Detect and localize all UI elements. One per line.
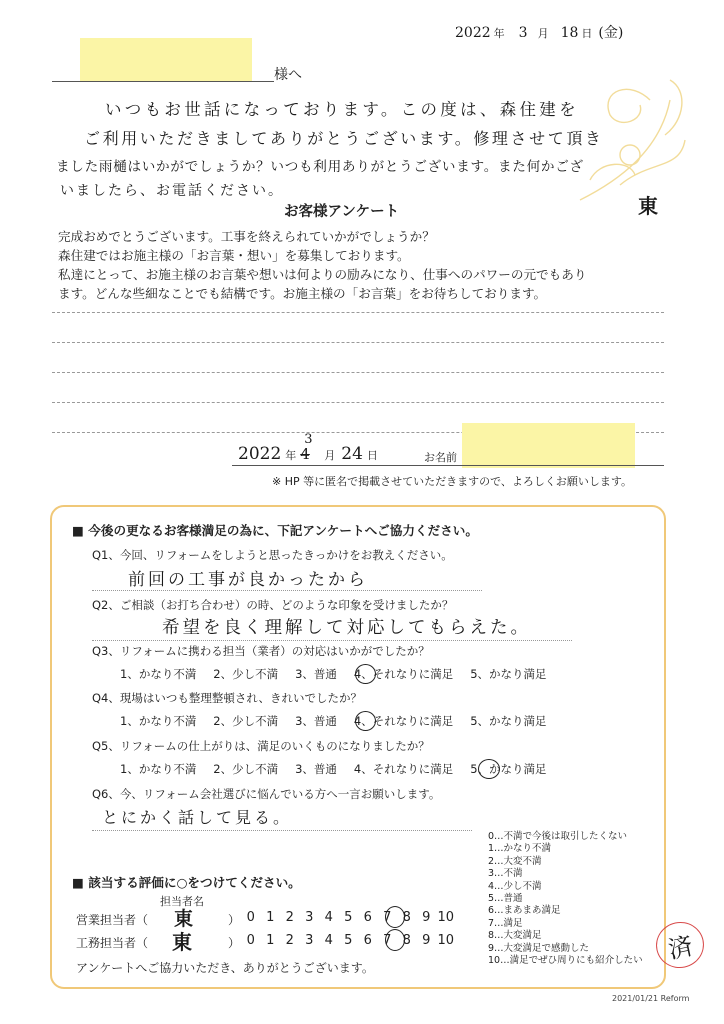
q3-selected-mark (355, 664, 376, 684)
sales-rep-close: ） (228, 913, 241, 927)
survey-title: お客様アンケート (284, 204, 400, 220)
construction-score-10[interactable]: 10 (437, 933, 455, 948)
legend-6: 6…まあまあ満足 (488, 905, 561, 917)
writing-line-2 (52, 342, 664, 343)
q2-answer: 希望を良く理解して対応してもらえた。 (162, 618, 531, 638)
construction-score-0[interactable]: 0 (246, 933, 255, 948)
q3-option-5[interactable]: 5、かなり満足 (470, 667, 547, 681)
name-label: お名前 (424, 451, 457, 464)
response-month: 3 (304, 432, 313, 447)
sales-score-9[interactable]: 9 (422, 910, 431, 925)
date-month-unit: 月 (537, 27, 549, 40)
q1-question: Q1、今回、リフォームをしようと思ったきっかけをお教えください。 (92, 548, 453, 562)
legend-4: 4…少し不満 (488, 880, 542, 892)
q5-question: Q5、リフォームの仕上がりは、満足のいくものになりましたか？ (92, 739, 430, 753)
sales-score-4[interactable]: 4 (324, 910, 333, 925)
date-year-unit: 年 (493, 27, 505, 40)
sales-score-0[interactable]: 0 (246, 910, 255, 925)
q5-option-4[interactable]: 4、それなりに満足 (353, 762, 454, 776)
respondent-name-redacted (462, 423, 635, 468)
approval-stamp-text: 済 (665, 931, 696, 964)
sales-score-10[interactable]: 10 (437, 910, 455, 925)
date-year: 2022 (455, 25, 491, 41)
sales-score-1[interactable]: 1 (266, 910, 275, 925)
date-month: 3 (518, 25, 528, 41)
construction-score-9[interactable]: 9 (422, 933, 431, 948)
thanks-message: アンケートへご協力いただき、ありがとうございます。 (76, 961, 374, 975)
letter-line-2: ご利用いただきましてありがとうございます。修理させて頂き (84, 129, 604, 148)
date-name-underline (232, 465, 664, 466)
rating-heading: ■ 該当する評価に○をつけてください。 (72, 875, 301, 890)
sales-rep-label: 営業担当者（ (76, 913, 149, 927)
privacy-note: ※ HP 等に匿名で掲載させていただきますので、よろしくお願いします。 (272, 475, 633, 488)
legend-0: 0…不満で今後は取引したくない (488, 831, 628, 842)
construction-score-4[interactable]: 4 (324, 933, 333, 948)
q6-answer-line (92, 830, 472, 831)
q4-option-1[interactable]: 1、かなり不満 (120, 714, 197, 728)
q4-option-3[interactable]: 3、普通 (295, 714, 337, 728)
legend-2: 2…大変不満 (488, 855, 542, 867)
legend-1: 1…かなり不満 (488, 843, 552, 855)
construction-rep-selected-mark (385, 929, 405, 951)
intro-line-4: ます。どんな些細なことでも結構です。お施主様の「お言葉」をお待ちしております。 (58, 286, 547, 301)
recipient-name-redacted (80, 38, 252, 82)
footer-form-code: 2021/01/21 Reform (612, 994, 690, 1003)
q3-question: Q3、リフォームに携わる担当（業者）の対応はいかがでしたか？ (92, 644, 430, 658)
construction-rep-label: 工務担当者（ (76, 936, 149, 950)
q3-option-3[interactable]: 3、普通 (295, 667, 337, 681)
construction-score-6[interactable]: 6 (363, 933, 372, 948)
response-month-unit: 月 (324, 449, 336, 462)
sales-rep-name: 東 (174, 908, 194, 930)
letter-date (455, 22, 623, 42)
legend-10: 10…満足でぜひ周りにも紹介したい (488, 954, 643, 966)
construction-score-7[interactable]: 7 (383, 933, 392, 948)
construction-score-5[interactable]: 5 (344, 933, 353, 948)
q4-question: Q4、現場はいつも整理整頓され、きれいでしたか？ (92, 691, 363, 705)
q2-answer-line (92, 640, 572, 641)
q3-option-1[interactable]: 1、かなり不満 (120, 667, 197, 681)
intro-line-3: 私達にとって、お施主様のお言葉や想いは何よりの励みになり、仕事へのパワーの元でもあり (58, 267, 587, 282)
response-day: 24 (341, 444, 363, 464)
sales-score-2[interactable]: 2 (285, 910, 294, 925)
letter-line-3: ました雨樋はいかがでしょうか？いつも利用ありがとうございます。また何かござ (56, 159, 584, 175)
q4-option-4[interactable]: 4、それなりに満足 (353, 714, 454, 728)
sales-score-3[interactable]: 3 (305, 910, 314, 925)
staff-name-label: 担当者名 (160, 895, 204, 908)
response-year-unit: 年 (285, 449, 297, 462)
q3-option-4[interactable]: 4、それなりに満足 (353, 667, 454, 681)
sales-score-8[interactable]: 8 (402, 910, 411, 925)
writing-line-3 (52, 372, 664, 373)
writing-line-1 (52, 312, 664, 313)
sales-score-6[interactable]: 6 (363, 910, 372, 925)
response-year: 2022 (238, 444, 282, 464)
q4-option-2[interactable]: 2、少し不満 (213, 714, 279, 728)
q5-selected-mark (478, 759, 500, 779)
salutation: 様へ (274, 67, 302, 83)
intro-line-2: 森住建ではお施主様の「お言葉・想い」を募集しております。 (58, 248, 410, 263)
construction-rep-name: 東 (172, 930, 192, 954)
date-day-unit: 日 (581, 27, 593, 40)
q4-option-5[interactable]: 5、かなり満足 (470, 714, 547, 728)
writing-line-4 (52, 402, 664, 403)
sales-rep-scale (241, 910, 456, 925)
legend-3: 3…不満 (488, 868, 523, 880)
date-weekday: (金) (598, 25, 624, 41)
construction-rep-close: ） (228, 936, 241, 950)
construction-rep-scale (241, 933, 456, 948)
q5-option-2[interactable]: 2、少し不満 (213, 762, 279, 776)
date-day: 18 (560, 25, 579, 41)
intro-line-1: 完成おめでとうございます。工事を終えられていかがでしょうか？ (58, 229, 435, 244)
q5-option-1[interactable]: 1、かなり不満 (120, 762, 197, 776)
q5-option-3[interactable]: 3、普通 (295, 762, 337, 776)
construction-score-1[interactable]: 1 (266, 933, 275, 948)
letter-line-1: いつもお世話になっております。この度は、森住建を (105, 100, 579, 119)
q6-answer: とにかく話して見る。 (102, 808, 293, 827)
q6-question: Q6、今、リフォーム会社選びに悩んでいる方へ一言お願いします。 (92, 787, 441, 801)
response-day-unit: 日 (366, 449, 378, 462)
rating-legend (488, 828, 643, 964)
q4-selected-mark (355, 711, 376, 731)
sales-rep-selected-mark (385, 906, 405, 928)
response-month-struck: 4 (300, 445, 310, 463)
q4-options (120, 713, 547, 729)
q3-options (120, 666, 547, 682)
questionnaire-heading: ■ 今後の更なるお客様満足の為に、下記アンケートへご協力ください。 (72, 523, 478, 538)
letter-signature: 東 (638, 194, 658, 218)
construction-score-2[interactable]: 2 (285, 933, 294, 948)
construction-score-8[interactable]: 8 (402, 933, 411, 948)
q5-option-5[interactable]: 5、かなり満足 (470, 762, 547, 776)
sales-score-7[interactable]: 7 (383, 910, 392, 925)
response-date (238, 432, 378, 464)
sales-score-5[interactable]: 5 (344, 910, 353, 925)
q3-option-2[interactable]: 2、少し不満 (213, 667, 279, 681)
survey-intro (58, 227, 586, 303)
legend-7: 7…満足 (488, 917, 523, 929)
q2-question: Q2、ご相談（お打ち合わせ）の時、どのような印象を受けましたか？ (92, 598, 454, 612)
q1-answer: 前回の工事が良かったから (128, 570, 368, 590)
recipient-underline (52, 81, 274, 82)
legend-5: 5…普通 (488, 892, 523, 904)
legend-8: 8…大変満足 (488, 930, 542, 942)
letter-line-4: いましたら、お電話ください。 (60, 183, 284, 199)
construction-score-3[interactable]: 3 (305, 933, 314, 948)
legend-9: 9…大変満足で感動した (488, 942, 590, 954)
q1-answer-line (92, 590, 482, 591)
